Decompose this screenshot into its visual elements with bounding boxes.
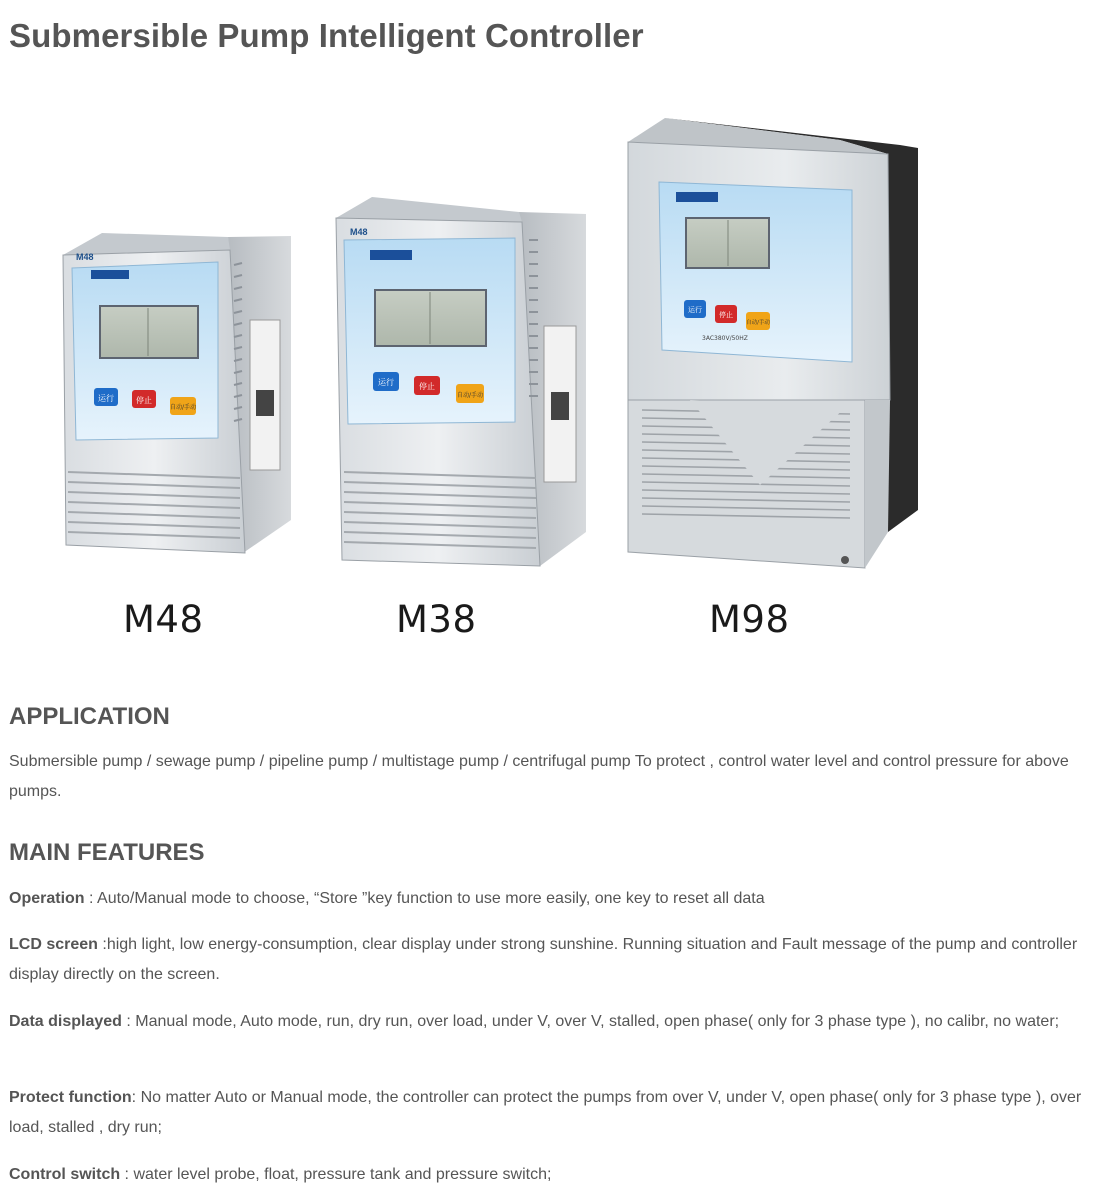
svg-text:自动/手动: 自动/手动 (456, 392, 484, 399)
feature-text: : Manual mode, Auto mode, run, dry run, over load, under V, over V, stalled, open phase( only for 3 phase type ), no calibr, no water; (121, 1013, 1060, 1030)
main-features-heading: MAIN FEATURES (9, 839, 205, 866)
svg-text:停止: 停止 (136, 396, 152, 405)
svg-text:运行: 运行 (688, 306, 702, 314)
svg-text:停止: 停止 (719, 311, 733, 319)
application-heading: APPLICATION (9, 703, 170, 730)
feature-text: :high light, low energy-consumption, clear display under strong sunshine. Running situation and Fault message of the pump and controller display directly on the screen. (9, 936, 1078, 983)
page-title: Submersible Pump Intelligent Controller (9, 17, 644, 54)
feature-operation (9, 884, 1089, 914)
model-tag: M48 (350, 227, 368, 237)
model-tag: M48 (76, 252, 94, 262)
feature-protect-function (9, 1083, 1089, 1143)
feature-label: LCD screen (9, 936, 98, 953)
feature-label: Protect function (9, 1089, 132, 1106)
svg-text:自动/手动: 自动/手动 (746, 320, 770, 326)
svg-text:运行: 运行 (378, 378, 394, 387)
device-m98 (628, 118, 918, 568)
svg-text:自动/手动: 自动/手动 (169, 404, 197, 411)
feature-data-displayed (9, 1007, 1089, 1037)
feature-label: Operation (9, 890, 85, 907)
feature-lcd-screen (9, 930, 1089, 990)
model-label-m48: M48 (123, 598, 204, 641)
model-label-m98: M98 (709, 598, 790, 641)
rating-label: 3AC380V/50HZ (702, 335, 748, 342)
feature-label: Control switch (9, 1166, 121, 1183)
feature-control-switch (9, 1160, 1089, 1190)
feature-text: : No matter Auto or Manual mode, the controller can protect the pumps from over V, under V, open phase( only for 3 phase type ), over load, stalled , dry run; (9, 1089, 1082, 1136)
svg-text:运行: 运行 (98, 394, 114, 403)
svg-text:停止: 停止 (419, 382, 435, 391)
model-label-m38: M38 (396, 598, 477, 641)
device-m38 (336, 197, 586, 566)
product-photo (0, 100, 1113, 660)
feature-text: : Auto/Manual mode to choose, “Store ”key function to use more easily, one key to reset all data (84, 890, 765, 907)
feature-text: : water level probe, float, pressure tank and pressure switch; (120, 1166, 552, 1183)
application-text: Submersible pump / sewage pump / pipeline pump / multistage pump / centrifugal pump To protect , control water level and control pressure for above pumps. (9, 753, 1069, 800)
device-m48 (63, 233, 291, 553)
feature-label: Data displayed (9, 1013, 122, 1030)
